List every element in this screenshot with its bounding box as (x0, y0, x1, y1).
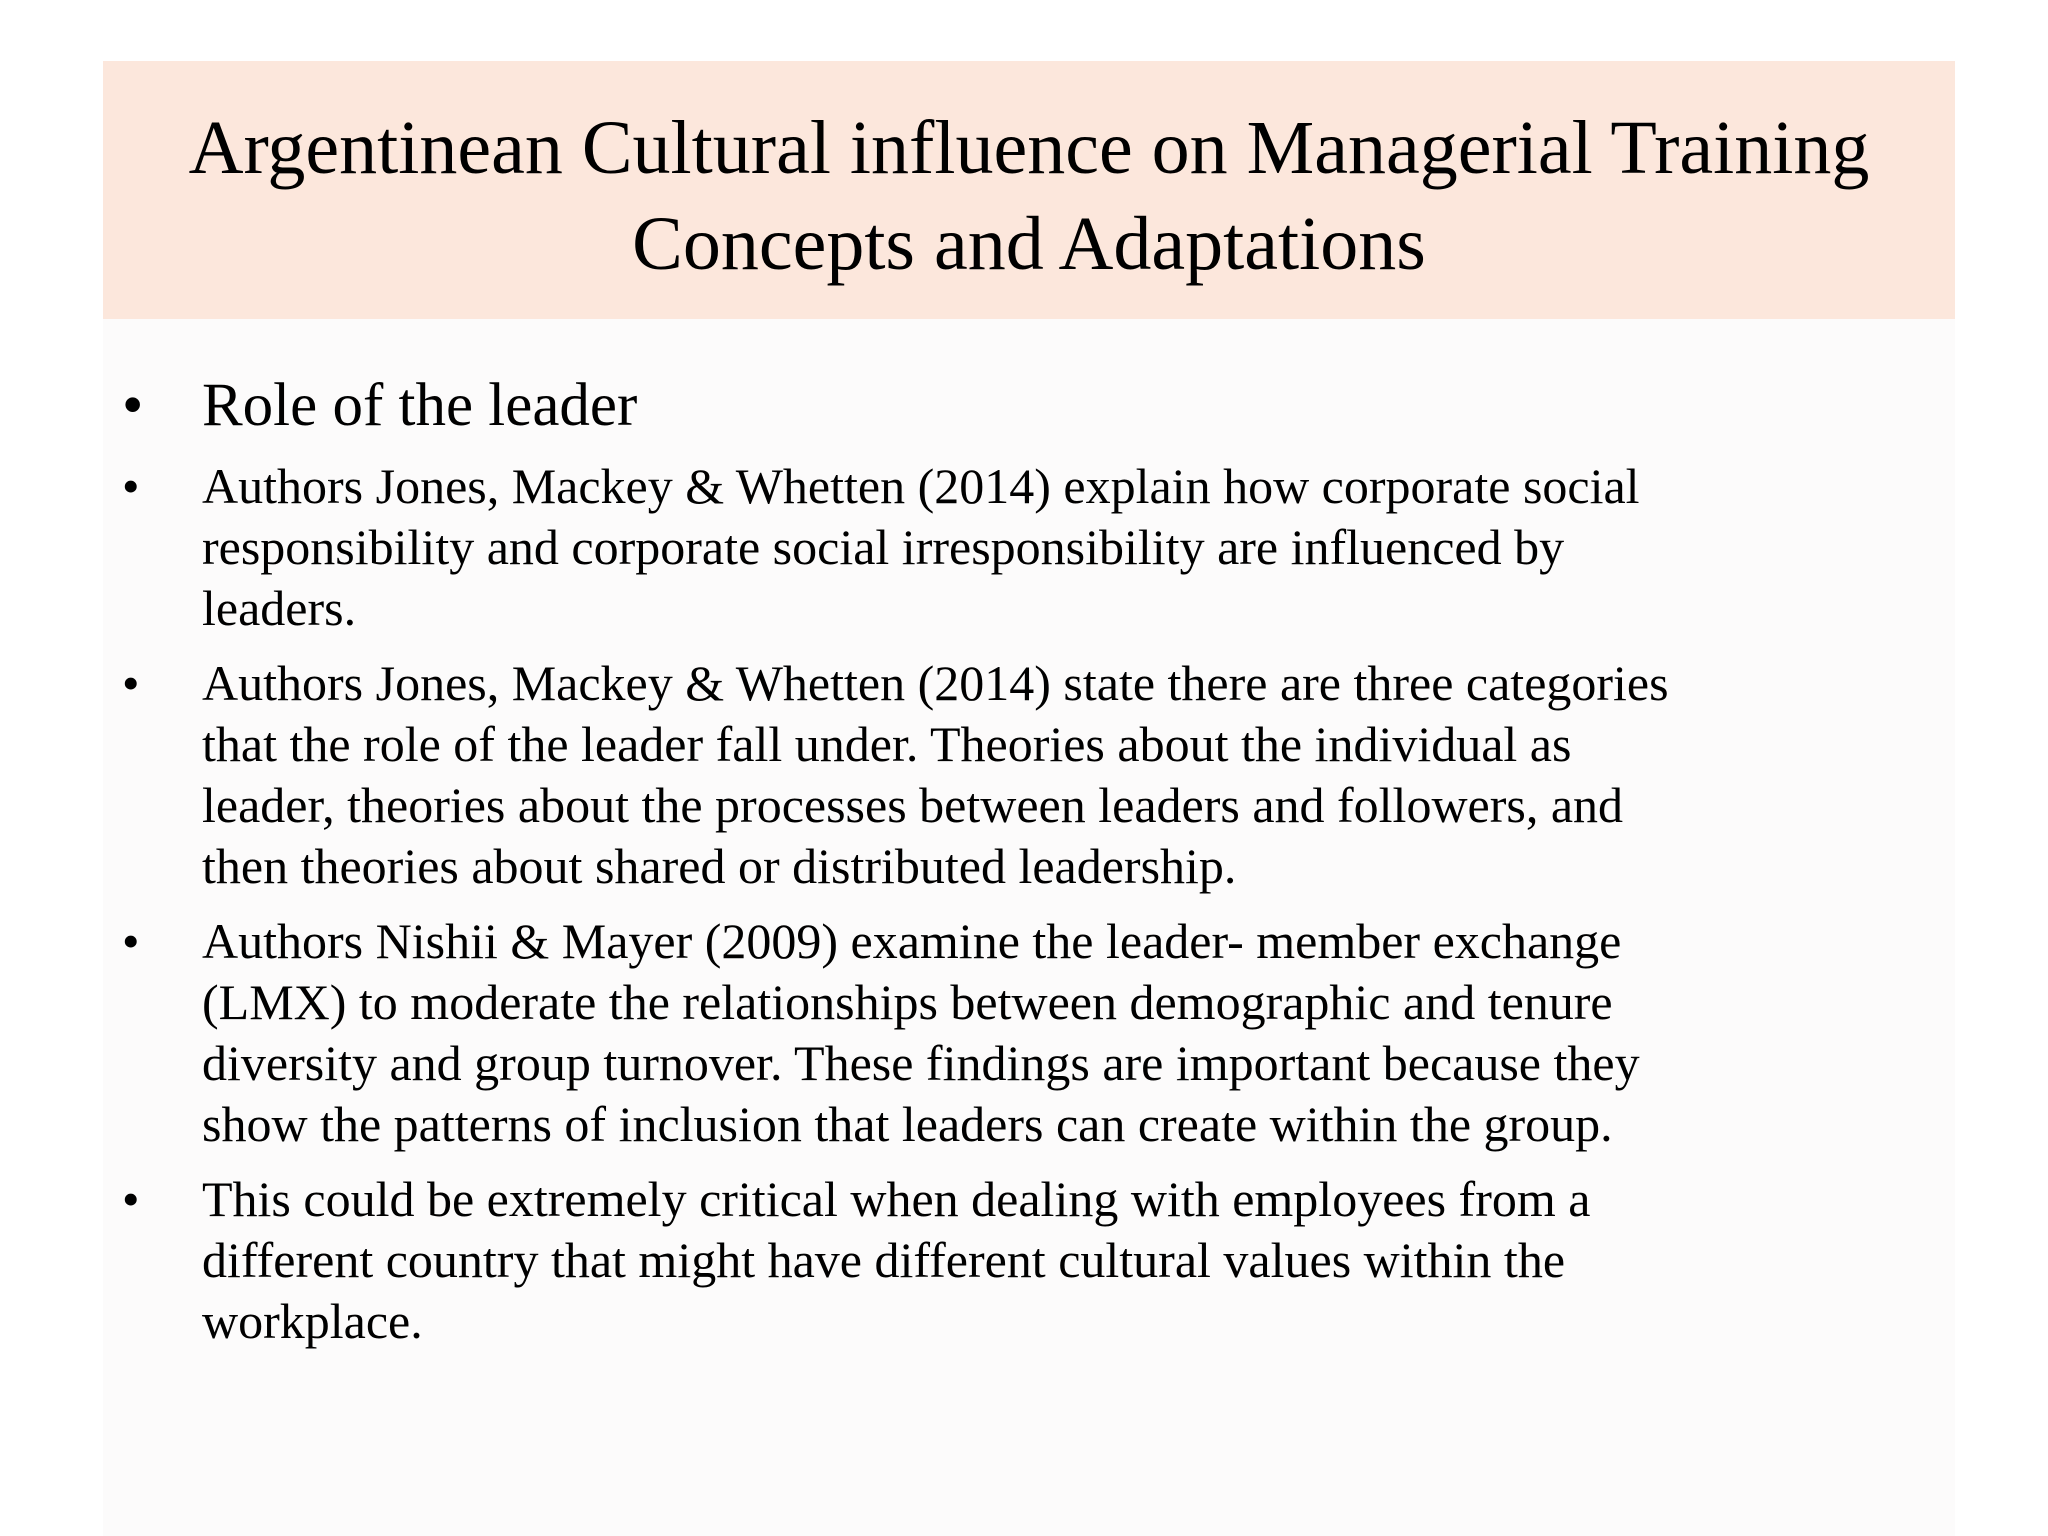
bullet-line: Authors Jones, Mackey & Whetten (2014) explain how corporate social (202, 458, 1640, 514)
slide-title-line-1: Argentinean Cultural influence on Managerial Training (188, 106, 1870, 190)
slide-title-line-2: Concepts and Adaptations (632, 202, 1426, 286)
bullet-line: that the role of the leader fall under. Theories about the individual as (202, 716, 1572, 772)
bullet-item-role-of-leader (118, 370, 1948, 442)
bullet-dot-icon: • (122, 458, 140, 514)
bullet-line: diversity and group turnover. These findings are important because they (202, 1035, 1640, 1091)
bullet-line: then theories about shared or distributed leadership. (202, 838, 1237, 894)
bullet-text (202, 456, 1948, 639)
bullet-text (202, 1169, 1948, 1352)
bullet-item-lmx (118, 911, 1948, 1155)
bullet-text (202, 911, 1948, 1155)
bullet-list (118, 370, 1948, 1366)
bullet-line: leader, theories about the processes between leaders and followers, and (202, 777, 1624, 833)
bullet-dot-icon: • (122, 655, 140, 711)
bullet-line: different country that might have different cultural values within the (202, 1232, 1566, 1288)
bullet-item-cultural-values (118, 1169, 1948, 1352)
bullet-line: (LMX) to moderate the relationships between demographic and tenure (202, 974, 1613, 1030)
bullet-line: Role of the leader (202, 372, 638, 439)
bullet-line: workplace. (202, 1293, 423, 1349)
bullet-text (202, 653, 1948, 897)
slide-title (103, 100, 1955, 292)
bullet-line: Authors Jones, Mackey & Whetten (2014) state there are three categories (202, 655, 1669, 711)
bullet-line: Authors Nishii & Mayer (2009) examine the leader- member exchange (202, 913, 1622, 969)
bullet-dot-icon: • (122, 372, 144, 439)
bullet-item-csr-influence (118, 456, 1948, 639)
bullet-line: This could be extremely critical when dealing with employees from a (202, 1171, 1591, 1227)
bullet-line: show the patterns of inclusion that leaders can create within the group. (202, 1096, 1613, 1152)
bullet-item-leader-categories (118, 653, 1948, 897)
bullet-line: leaders. (202, 580, 357, 636)
bullet-dot-icon: • (122, 913, 140, 969)
bullet-dot-icon: • (122, 1171, 140, 1227)
bullet-text (202, 370, 1948, 442)
bullet-line: responsibility and corporate social irresponsibility are influenced by (202, 519, 1565, 575)
